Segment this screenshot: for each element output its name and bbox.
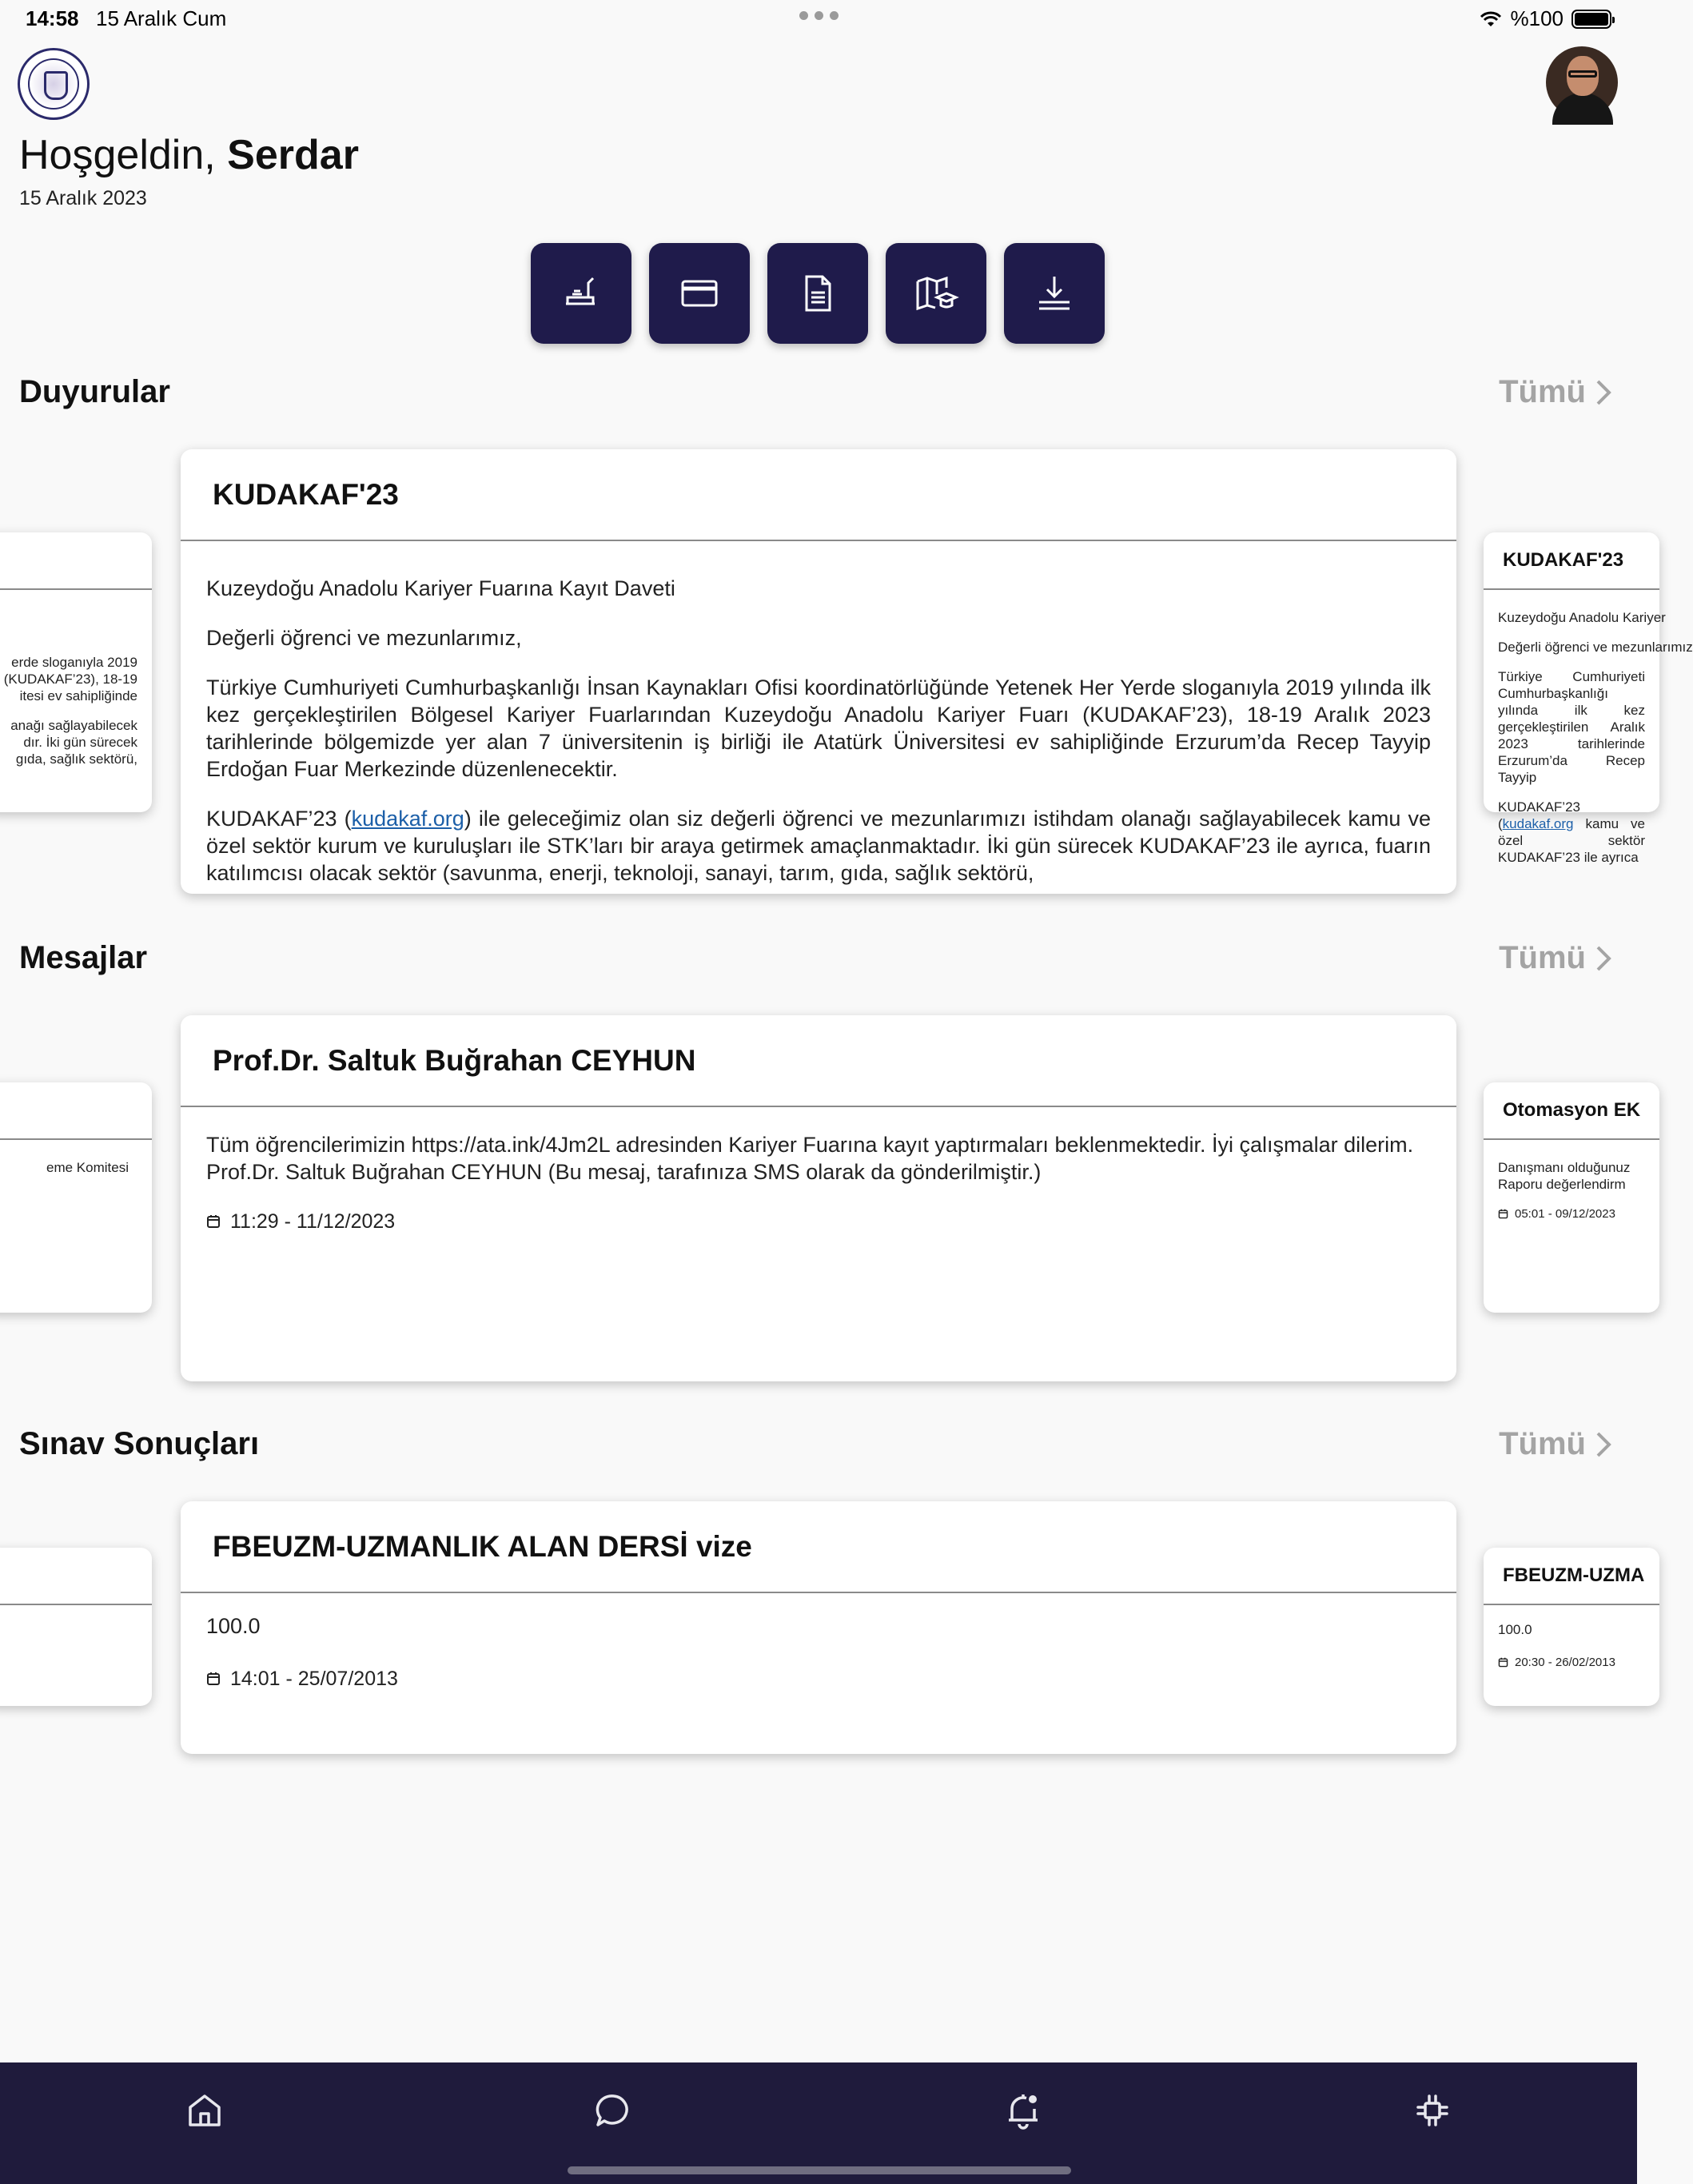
credit-card-icon — [676, 270, 723, 317]
exam-date: 14:01 - 25/07/2013 — [206, 1665, 1431, 1692]
message-card[interactable] — [181, 1015, 1456, 1381]
battery-percent: %100 — [1510, 6, 1564, 30]
status-indicators — [1479, 6, 1612, 31]
settings-grid-icon — [1412, 2090, 1453, 2131]
announcement-card-title: KUDAKAF'23 — [181, 449, 1456, 541]
announcement-next-text: Değerli öğrenci ve mezunlarımız — [1498, 640, 1693, 655]
university-seal-icon — [18, 48, 90, 120]
message-sender: Prof.Dr. Saltuk Buğrahan CEYHUN — [181, 1015, 1456, 1107]
messages-see-all[interactable] — [1499, 940, 1613, 976]
announcement-card-next[interactable] — [1484, 532, 1693, 865]
announcement-card[interactable] — [181, 449, 1456, 894]
announcements-title: Duyurular — [19, 374, 170, 409]
calendar-icon — [1498, 1209, 1508, 1219]
announcement-prev-text: erde sloganıyla 2019 (KUDAKAF’23), 18-19 itesi ev sahipliğinde — [3, 655, 137, 703]
card-button[interactable] — [649, 243, 750, 344]
message-next-text: Danışmanı olduğunuz Raporu değerlendirm — [1498, 1160, 1631, 1192]
chevron-right-icon — [1594, 1430, 1613, 1459]
home-icon — [184, 2090, 225, 2131]
see-all-label: Tümü — [1499, 940, 1586, 975]
course-book-icon — [913, 270, 959, 317]
message-next-title: Otomasyon EK — [1484, 1082, 1659, 1140]
message-card-next[interactable] — [1484, 1082, 1659, 1313]
document-icon — [795, 270, 841, 317]
food-menu-button[interactable] — [531, 243, 631, 344]
greeting-prefix: Hoşgeldin, — [19, 132, 216, 178]
multitasking-dots-icon[interactable] — [799, 11, 839, 20]
announcement-card-prev[interactable] — [0, 532, 152, 812]
wifi-icon — [1479, 10, 1503, 29]
exam-card[interactable] — [181, 1501, 1456, 1754]
announcement-salutation: Değerli öğrenci ve mezunlarımız, — [206, 626, 522, 650]
chat-bubble-icon — [593, 2090, 635, 2131]
message-card-prev[interactable] — [0, 1082, 152, 1313]
announcement-paragraph: Türkiye Cumhuriyeti Cumhurbaşkanlığı İnsan Kaynakları Ofisi koordinatörlüğünde Yetenek Her Yerde sloganıyla 2019 yılında ilk kez gerçekleştirilen Bölgesel Kariyer Fuarlarından Kuzeydoğu Anadolu Kariyer Fuarı (KUDAKAF’23), 18-19 Aralık 2023 tarihlerinde bölgemizde yer alan 7 üniversitenin iş birliği ile Atatürk Üniversitesi ev sahipliğinde Erzurum’da Recep Tayyip Erdoğan Fuar Merkezinde düzenlenecektir. — [206, 676, 1431, 781]
today-date: 15 Aralık 2023 — [19, 187, 147, 209]
tab-messages[interactable] — [590, 2086, 638, 2134]
exam-card-prev[interactable] — [0, 1548, 152, 1706]
battery-icon — [1572, 10, 1611, 29]
home-indicator[interactable] — [568, 2166, 1071, 2174]
tab-home[interactable] — [181, 2086, 229, 2134]
announcement-subject: Kuzeydoğu Anadolu Kariyer Fuarına Kayıt Daveti — [206, 576, 675, 600]
kudakaf-link[interactable]: kudakaf.org — [351, 807, 464, 831]
bottom-tab-bar — [0, 2062, 1637, 2184]
user-name: Serdar — [227, 132, 359, 178]
user-avatar[interactable] — [1546, 46, 1618, 118]
see-all-label: Tümü — [1499, 1426, 1586, 1461]
status-bar — [0, 0, 1637, 38]
announcement-next-title: KUDAKAF'23 — [1484, 532, 1659, 590]
courses-button[interactable] — [886, 243, 986, 344]
announcement-paragraph: KUDAKAF’23 (kudakaf.org) ile geleceğimiz olan siz değerli öğrenci ve mezunlarımızı istihdam olanağı sağlayabilecek kamu ve özel sektör kurum ve kuruluşları ile STK’ları bir araya getirmek amaçlanmaktadır. İki gün sürecek KUDAKAF’23 ile ayrıca, fuarın katılımcısı olacak sektör (savunma, enerji, teknoloji, sanayi, tarım, gıda, sağlık sektörü, — [206, 807, 1431, 885]
status-date: 15 Aralık Cum — [96, 6, 227, 30]
chevron-right-icon — [1594, 944, 1613, 973]
notification-bell-icon — [1002, 2090, 1044, 2131]
exam-next-score: 100.0 — [1498, 1622, 1532, 1637]
announcement-next-text: Kuzeydoğu Anadolu Kariyer — [1498, 610, 1666, 625]
exam-results-see-all[interactable] — [1499, 1426, 1613, 1462]
message-body: Tüm öğrencilerimizin https://ata.ink/4Jm2L adresinden Kariyer Fuarına kayıt yaptırmaları beklenmektedir. İyi çalışmalar dilerim. Prof.Dr. Saltuk Buğrahan CEYHUN (Bu mesaj, tarafınıza SMS olarak da gönderilmiştir.) — [206, 1133, 1414, 1184]
greeting — [19, 131, 359, 179]
exam-course-name: FBEUZM-UZMANLIK ALAN DERSİ vize — [181, 1501, 1456, 1593]
document-button[interactable] — [767, 243, 868, 344]
announcement-prev-text: anağı sağlayabilecek dır. İki gün sürecek gıda, sağlık sektörü, — [10, 718, 137, 767]
exam-next-title: FBEUZM-UZMA — [1484, 1548, 1659, 1605]
download-icon — [1031, 270, 1078, 317]
message-date: 11:29 - 11/12/2023 — [206, 1208, 1431, 1235]
calendar-icon — [206, 1672, 221, 1686]
announcement-next-text: KUDAKAF’23 (kudakaf.org kamu ve özel sektör KUDAKAF’23 ile ayrıca — [1498, 799, 1645, 865]
calendar-icon — [1498, 1657, 1508, 1668]
exam-card-next[interactable] — [1484, 1548, 1659, 1706]
chevron-right-icon — [1594, 378, 1613, 407]
food-tray-icon — [558, 270, 604, 317]
message-prev-text: eme Komitesi — [46, 1160, 129, 1175]
kudakaf-link[interactable]: kudakaf.org — [1502, 816, 1574, 831]
status-time: 14:58 — [26, 6, 79, 30]
quick-actions — [531, 243, 1105, 344]
download-button[interactable] — [1004, 243, 1105, 344]
exam-score: 100.0 — [206, 1614, 261, 1638]
see-all-label: Tümü — [1499, 374, 1586, 409]
exam-next-date: 20:30 - 26/02/2013 — [1498, 1654, 1645, 1671]
tab-settings[interactable] — [1408, 2086, 1456, 2134]
announcement-next-text: Türkiye Cumhuriyeti Cumhurbaşkanlığı yılında ilk kez gerçekleştirilen Aralık 2023 tarihlerinde Erzurum’da Recep Tayyip — [1498, 669, 1645, 785]
announcements-see-all[interactable] — [1499, 374, 1613, 410]
messages-title: Mesajlar — [19, 940, 148, 975]
tab-notifications[interactable] — [999, 2086, 1047, 2134]
exam-results-title: Sınav Sonuçları — [19, 1426, 260, 1461]
calendar-icon — [206, 1214, 221, 1229]
message-next-date: 05:01 - 09/12/2023 — [1498, 1206, 1645, 1222]
